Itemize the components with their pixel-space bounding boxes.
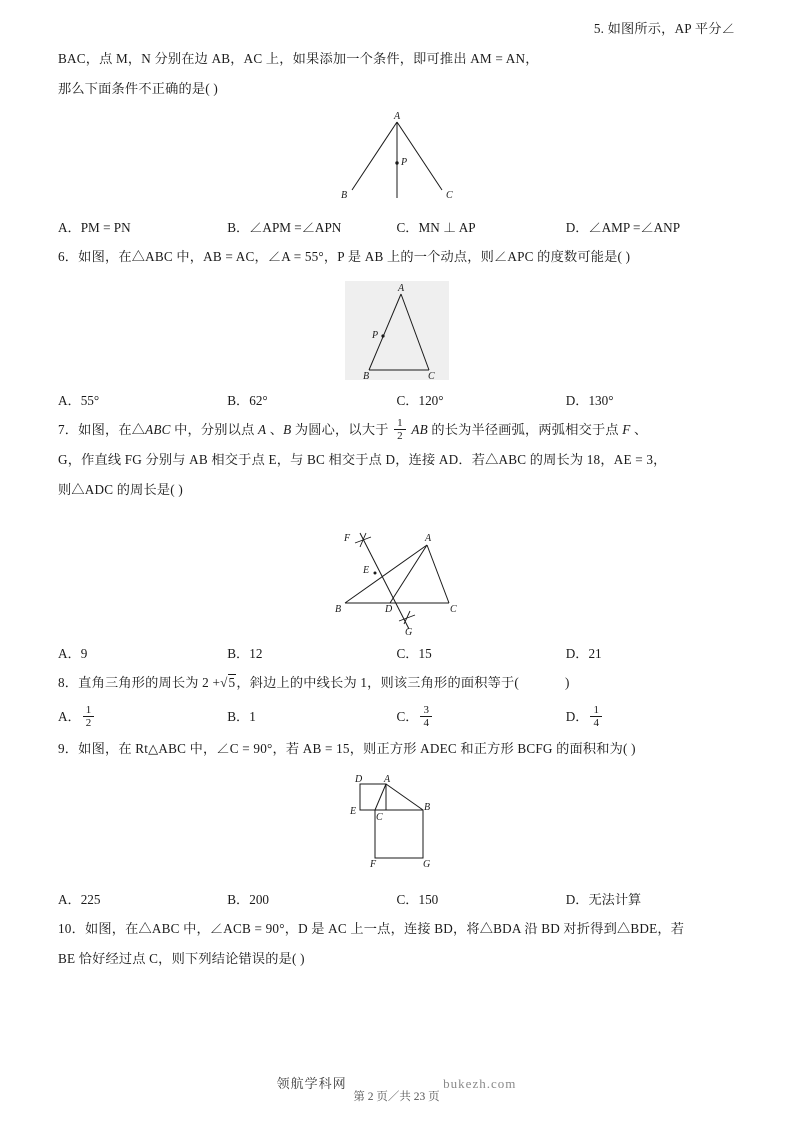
- q9-option-d[interactable]: D．无法计算: [565, 892, 642, 907]
- svg-text:B: B: [362, 371, 369, 382]
- q6-option-b[interactable]: B．62°: [227, 393, 268, 408]
- svg-text:B: B: [334, 604, 341, 615]
- q7-option-b[interactable]: B．12: [227, 646, 263, 661]
- q7-figure: [58, 511, 735, 636]
- question-9: [58, 734, 735, 914]
- svg-text:G: G: [422, 859, 430, 870]
- q9-option-c[interactable]: C．150: [396, 892, 439, 907]
- question-10: [58, 914, 735, 974]
- q5-diagram: [297, 110, 497, 210]
- q5-option-d[interactable]: D．∠AMP =∠ANP: [565, 220, 681, 235]
- q6-option-a[interactable]: A．55°: [58, 393, 100, 408]
- q7-line-3: [58, 475, 735, 505]
- svg-text:C: C: [427, 371, 435, 382]
- q9-diagram: [287, 770, 507, 882]
- svg-text:A: A: [383, 774, 390, 785]
- q5-line-3: [58, 74, 735, 104]
- fraction-one-half: $\frac{1}{2}$: [394, 417, 406, 443]
- watermark-right: bukezh.com: [443, 1076, 517, 1091]
- q6-option-d[interactable]: D．130°: [565, 393, 614, 408]
- question-7: [58, 415, 735, 668]
- q5-text-2: BAC，点 M，N 分别在边 AB，AC 上，如果添加一个条件，即可推出 AM = AN，: [58, 51, 539, 66]
- svg-text:P: P: [400, 157, 407, 168]
- sqrt-5: √5: [220, 675, 236, 690]
- svg-text:C: C: [449, 604, 457, 615]
- q8-option-d[interactable]: D． $\frac{1}{4}$: [566, 700, 735, 734]
- q7-line-2: [58, 445, 735, 475]
- q5-line-1: [58, 14, 735, 44]
- q8-option-c[interactable]: C． $\frac{3}{4}$: [397, 700, 566, 734]
- q10-line-1: [58, 914, 735, 944]
- q5-text-3: 那么下面条件不正确的是( ): [58, 81, 218, 96]
- question-8: [58, 668, 735, 734]
- svg-text:B: B: [423, 802, 430, 813]
- q7-option-a[interactable]: A．9: [58, 646, 88, 661]
- q8-line-1: 8．直角三角形的周长为 2 +√5，斜边上的中线长为 1，则该三角形的面积等于( ): [58, 675, 570, 690]
- q6-text-1: 6．如图，在△ABC 中，AB = AC，∠A = 55°，P 是 AB 上的一个动点，则∠APC 的度数可能是( ): [58, 249, 631, 264]
- svg-text:B: B: [340, 190, 347, 201]
- q7-diagram: [287, 511, 507, 636]
- watermark-left: 领航学科网: [276, 1076, 347, 1091]
- q6-option-c[interactable]: C．120°: [396, 393, 444, 408]
- svg-text:C: C: [375, 812, 383, 823]
- svg-text:F: F: [369, 859, 376, 870]
- q5-options: [58, 214, 735, 242]
- svg-text:E: E: [349, 806, 356, 817]
- q8-options: [58, 700, 735, 734]
- q10-line-2: [58, 944, 735, 974]
- svg-text:E: E: [362, 565, 369, 576]
- q7-text-2: G，作直线 FG 分别与 AB 相交于点 E，与 BC 相交于点 D，连接 AD．若△ABC 的周长为 18，AE = 3，: [58, 452, 667, 467]
- q9-option-b[interactable]: B．200: [227, 892, 270, 907]
- q5-line-2: [58, 44, 735, 74]
- q7-options: [58, 640, 735, 668]
- q7-text-3: 则△ADC 的周长是( ): [58, 482, 183, 497]
- svg-text:D: D: [354, 774, 362, 785]
- page-footer: 第 2 页／共 23 页: [353, 1091, 440, 1103]
- q6-diagram: [297, 278, 497, 383]
- q5-option-a[interactable]: A．PM = PN: [58, 220, 131, 235]
- q9-line-1: [58, 734, 735, 764]
- q7-option-d[interactable]: D．21: [565, 646, 602, 661]
- svg-text:C: C: [445, 190, 453, 201]
- q6-figure: [58, 278, 735, 383]
- q6-options: [58, 387, 735, 415]
- q8-option-a[interactable]: A． $\frac{1}{2}$: [58, 700, 227, 734]
- question-5: [58, 14, 735, 242]
- q5-figure: [58, 110, 735, 210]
- svg-text:G: G: [404, 627, 412, 636]
- svg-text:A: A: [393, 111, 400, 122]
- document-body: [58, 14, 735, 974]
- q10-text-1: 10．如图，在△ABC 中，∠ACB = 90°，D 是 AC 上一点，连接 BD，将△BDA 沿 BD 对折得到△BDE，若: [58, 921, 685, 936]
- q9-figure: [58, 770, 735, 882]
- svg-text:A: A: [397, 283, 404, 294]
- q9-options: [58, 886, 735, 914]
- q7-option-c[interactable]: C．15: [396, 646, 432, 661]
- q5-option-c[interactable]: C．MN ⊥ AP: [396, 220, 476, 235]
- q8-option-b[interactable]: B．1: [227, 709, 256, 724]
- q10-text-2: BE 恰好经过点 C，则下列结论错误的是( ): [58, 951, 305, 966]
- q5-text-1: 5. 如图所示，AP 平分∠: [593, 21, 735, 36]
- q6-line-1: [58, 242, 735, 272]
- q5-option-b[interactable]: B．∠APM =∠APN: [227, 220, 342, 235]
- question-6: [58, 242, 735, 415]
- q9-option-a[interactable]: A．225: [58, 892, 101, 907]
- svg-text:D: D: [384, 604, 392, 615]
- svg-text:A: A: [424, 533, 431, 544]
- q7-line-1: 7．如图，在△ABC 中，分别以点 A 、B 为圆心，以大于 $\frac{1}{2}$ AB 的长为半径画弧，两弧相交于点 F 、: [58, 417, 648, 443]
- svg-text:P: P: [371, 330, 378, 341]
- q9-text-1: 9．如图，在 Rt△ABC 中，∠C = 90°，若 AB = 15，则正方形 ADEC 和正方形 BCFG 的面积和为( ): [58, 741, 636, 756]
- svg-text:F: F: [343, 533, 350, 544]
